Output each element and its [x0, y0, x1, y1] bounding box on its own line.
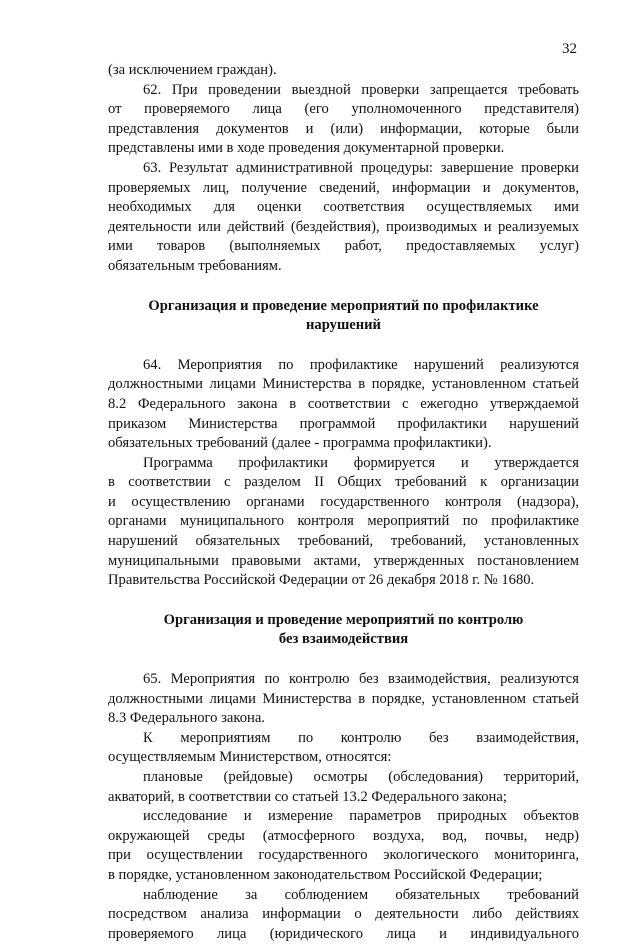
section-heading-no-interaction-cont: без взаимодействия — [278, 631, 409, 648]
paragraph-62-start: 62. При проведении выездной проверки запрещается требовать — [143, 81, 579, 98]
page-number: 32 — [562, 41, 577, 57]
text-line: в соответствии с разделом II Общих требований к организации — [108, 474, 579, 491]
list-item-inspections: плановые (рейдовые) осмотры (обследования) территорий, — [143, 769, 579, 785]
text-line: представления документов и (или) информации, которые были — [108, 120, 579, 137]
text-line: органами муниципального контроля мероприятий по профилактике — [108, 513, 579, 530]
text-line: проверяемого лица (юридического лица и индивидуального — [108, 925, 579, 942]
text-line: в порядке, установленном законодательством Российской Федерации; — [108, 866, 543, 883]
text-line: обязательных требований (далее - программа профилактики). — [108, 435, 492, 452]
text-line: 8.2 Федерального закона в соответствии с ежегодно утверждаемой — [108, 395, 579, 412]
text-line: 8.3 Федерального закона. — [108, 710, 265, 727]
text-line: Правительства Российской Федерации от 26 декабря 2018 г. № 1680. — [108, 572, 535, 589]
document-body — [108, 61, 579, 944]
text-line: и осуществлению органами государственного контроля (надзора), — [108, 493, 579, 510]
paragraph-65-start: 65. Мероприятия по контролю без взаимодействия, реализуются — [143, 671, 579, 688]
section-heading-prevention: Организация и проведение мероприятий по профилактике — [148, 297, 539, 314]
text-line: представлены ими в ходе проведения документарной проверки. — [108, 140, 505, 157]
list-item-observation: наблюдение за соблюдением обязательных требований — [143, 886, 579, 903]
text-line: акваторий, в соответствии со статьей 13.2 Федерального закона; — [108, 788, 507, 805]
section-heading-prevention-cont: нарушений — [306, 317, 381, 334]
text-line: проверяемых лиц, получение сведений, информации и документов, — [108, 179, 579, 196]
paragraph-63-start: 63. Результат административной процедуры: завершение проверки — [143, 159, 579, 176]
text-line: должностными лицами Министерства в порядке, установленном статьей — [108, 376, 579, 393]
paragraph-measures-start: К мероприятиям по контролю без взаимодействия, — [143, 729, 579, 746]
text-line: нарушений обязательных требований, требований, установленных — [108, 533, 579, 550]
text-line: (за исключением граждан). — [108, 62, 277, 78]
section-heading-no-interaction: Организация и проведение мероприятий по контролю — [163, 611, 524, 628]
paragraph-64-start: 64. Мероприятия по профилактике нарушений реализуются — [143, 356, 579, 373]
text-line: ими товаров (выполняемых работ, предоставляемых услуг) — [108, 238, 579, 255]
text-line: окружающей среды (атмосферного воздуха, вод, почвы, недр) — [108, 827, 579, 844]
text-line: от проверяемого лица (его уполномоченного представителя) — [108, 101, 579, 118]
paragraph-program-start: Программа профилактики формируется и утверждается — [143, 454, 579, 471]
text-line: муниципальными правовыми актами, утвержденных постановлением — [108, 552, 579, 569]
text-line: осуществляемым Министерством, относятся: — [108, 749, 392, 766]
text-line: при осуществлении государственного экологического мониторинга, — [108, 847, 579, 864]
text-line: приказом Министерства программой профилактики нарушений — [108, 415, 579, 432]
list-item-research: исследование и измерение параметров природных объектов — [143, 808, 579, 825]
text-line: обязательным требованиям. — [108, 257, 282, 274]
text-line: необходимых для оценки соответствия осуществляемых ими — [108, 199, 579, 216]
text-line: деятельности или действий (бездействия), производимых и реализуемых — [108, 218, 579, 235]
text-line: должностными лицами Министерства в порядке, установленном статьей — [108, 690, 579, 707]
text-line: посредством анализа информации о деятельности либо действиях — [108, 906, 579, 923]
